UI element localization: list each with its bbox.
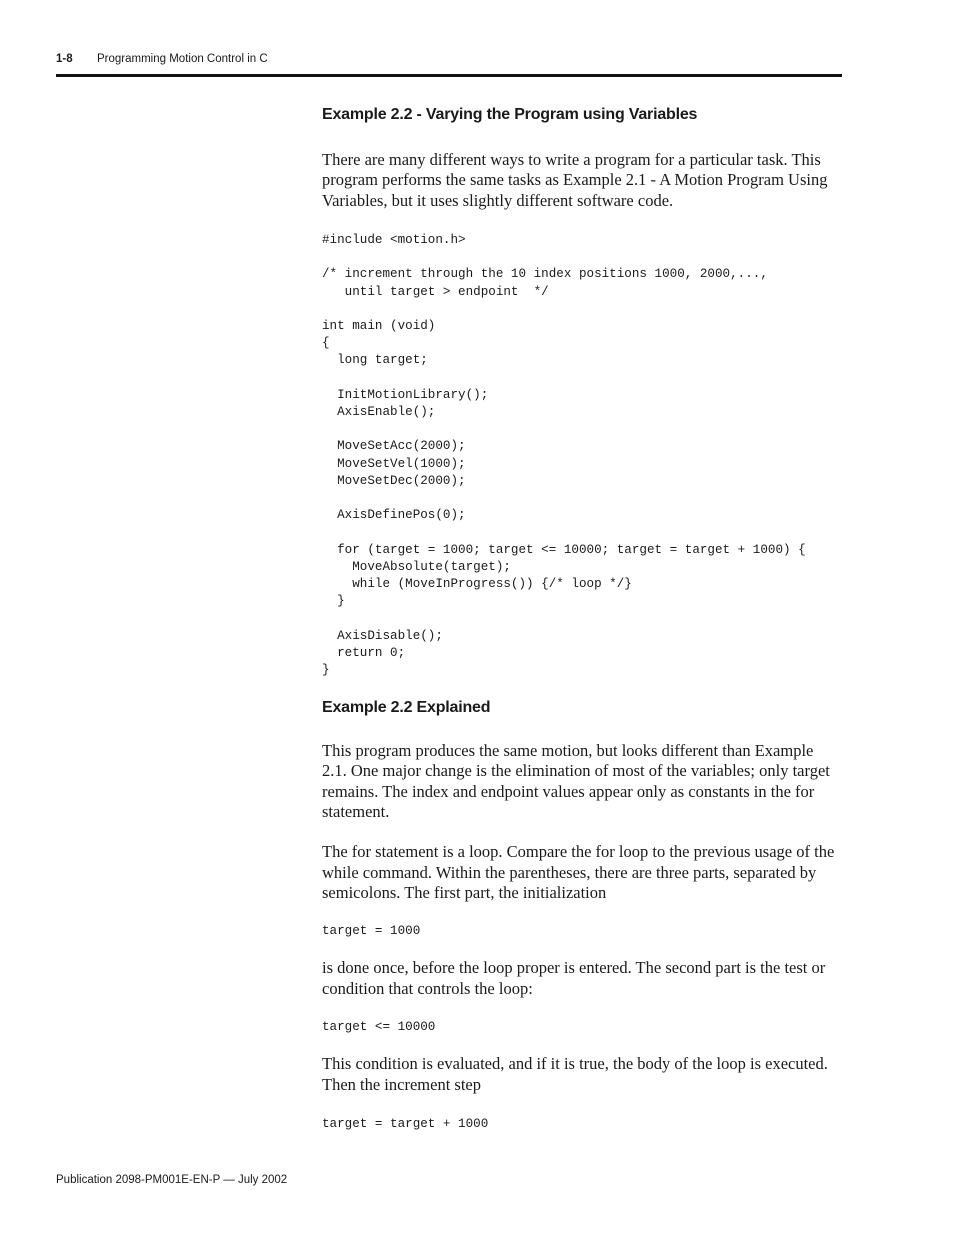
- page-header: [56, 52, 842, 76]
- explanation-paragraph: This program produces the same motion, but looks different than Example 2.1. One major change is the elimination of most of the variables; only target remains. The index and endpoint values appear only as constants in the for statement.: [322, 741, 830, 822]
- page-number: 1-8: [56, 53, 73, 65]
- running-title: Programming Motion Control in C: [97, 53, 268, 65]
- condition-code: target <= 10000: [322, 1020, 436, 1035]
- evaluation-paragraph: This condition is evaluated, and if it is true, the body of the loop is executed. Then the increment step: [322, 1054, 828, 1094]
- code-listing: #include <motion.h> /* increment through the 10 index positions 1000, 2000,..., until target > endpoint */ int main (void) { long target; InitMotionLibrary(); AxisEnable(); MoveSetAcc(2000); MoveSetVel(1000); MoveSetDec(2000); AxisDefinePos(0); for (target = 1000; target <= 10000; target = target + 1000) { MoveAbsolute(target); while (MoveInProgress()) {/* loop */} } AxisDisable(); return 0; }: [322, 232, 806, 677]
- main-content: [322, 106, 842, 1133]
- test-paragraph: is done once, before the loop proper is entered. The second part is the test or condition that controls the loop:: [322, 958, 826, 998]
- header-rule: [56, 74, 842, 77]
- example-heading: Example 2.2 - Varying the Program using Variables: [322, 106, 698, 123]
- init-code: target = 1000: [322, 924, 421, 939]
- publication-footer: Publication 2098-PM001E-EN-P — July 2002: [56, 1174, 288, 1186]
- increment-code: target = target + 1000: [322, 1116, 489, 1131]
- intro-paragraph: There are many different ways to write a program for a particular task. This program performs the same tasks as Example 2.1 - A Motion Program Using Variables, but it uses slightly different software code.: [322, 150, 828, 210]
- for-loop-paragraph: The for statement is a loop. Compare the for loop to the previous usage of the while command. Within the parentheses, there are three parts, separated by semicolons. The first part, the initialization: [322, 842, 835, 902]
- explained-heading: Example 2.2 Explained: [322, 699, 491, 717]
